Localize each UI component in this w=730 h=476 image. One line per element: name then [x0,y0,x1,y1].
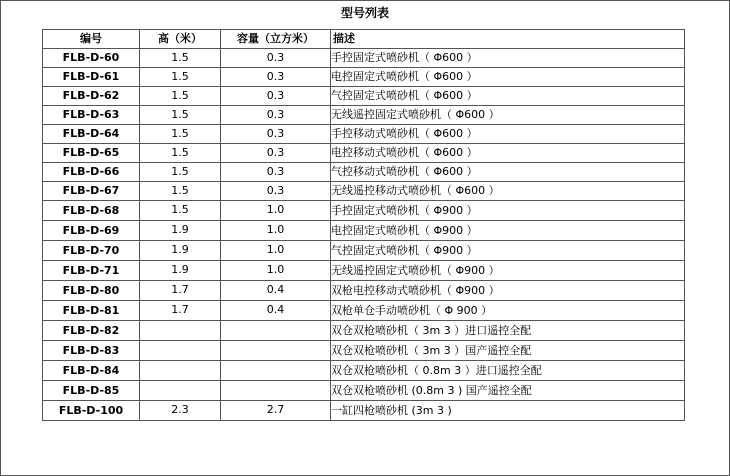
model-code: FLB-D-65 [43,144,140,163]
model-description: 气控固定式喷砂机（ Φ900 ） [331,241,685,261]
model-capacity: 1.0 [221,221,331,241]
table-row [43,68,685,87]
model-description: 无线遥控移动式喷砂机（ Φ600 ） [331,182,685,201]
model-capacity [221,381,331,401]
model-height [140,381,221,401]
table-row [43,381,685,401]
model-description: 手控移动式喷砂机（ Φ600 ） [331,125,685,144]
model-height: 2.3 [140,401,221,421]
model-code: FLB-D-69 [43,221,140,241]
model-description: 电控固定式喷砂机（ Φ600 ） [331,68,685,87]
model-description: 手控固定式喷砂机（ Φ600 ） [331,49,685,68]
model-code: FLB-D-85 [43,381,140,401]
model-capacity: 0.3 [221,144,331,163]
model-description: 无线遥控固定式喷砂机（ Φ600 ） [331,106,685,125]
model-code: FLB-D-64 [43,125,140,144]
model-code: FLB-D-68 [43,201,140,221]
table-row [43,301,685,321]
table-row [43,182,685,201]
model-height: 1.5 [140,163,221,182]
model-height: 1.9 [140,261,221,281]
model-code: FLB-D-80 [43,281,140,301]
model-code: FLB-D-60 [43,49,140,68]
page-title: 型号列表 [340,6,389,20]
model-code: FLB-D-61 [43,68,140,87]
model-capacity: 1.0 [221,201,331,221]
model-code: FLB-D-71 [43,261,140,281]
table-row [43,261,685,281]
model-description: 一缸四枪喷砂机 (3m 3 ) [331,401,685,421]
model-capacity: 0.3 [221,163,331,182]
table-row [43,221,685,241]
model-capacity: 0.3 [221,68,331,87]
model-description: 双枪电控移动式喷砂机（ Φ900 ） [331,281,685,301]
model-description: 手控固定式喷砂机（ Φ900 ） [331,201,685,221]
model-description: 电控移动式喷砂机（ Φ600 ） [331,144,685,163]
model-height: 1.5 [140,125,221,144]
model-code: FLB-D-63 [43,106,140,125]
model-code: FLB-D-62 [43,87,140,106]
model-capacity: 0.3 [221,106,331,125]
model-height: 1.5 [140,182,221,201]
table-row [43,144,685,163]
model-height: 1.5 [140,87,221,106]
header-code: 编号 [43,30,140,49]
model-code: FLB-D-100 [43,401,140,421]
model-code: FLB-D-84 [43,361,140,381]
table-row [43,281,685,301]
table-row [43,106,685,125]
model-height: 1.5 [140,106,221,125]
model-code: FLB-D-82 [43,321,140,341]
table-row [43,361,685,381]
model-capacity: 0.4 [221,281,331,301]
model-code: FLB-D-83 [43,341,140,361]
model-table [42,29,685,421]
model-description: 气控固定式喷砂机（ Φ600 ） [331,87,685,106]
model-code: FLB-D-70 [43,241,140,261]
table-row [43,341,685,361]
model-height: 1.5 [140,49,221,68]
model-description: 无线遥控固定式喷砂机（ Φ900 ） [331,261,685,281]
model-description: 双仓双枪喷砂机（ 3m 3 ）国产遥控全配 [331,341,685,361]
model-capacity [221,361,331,381]
model-height: 1.7 [140,301,221,321]
table-row [43,321,685,341]
model-height: 1.5 [140,201,221,221]
model-code: FLB-D-81 [43,301,140,321]
table-row [43,125,685,144]
model-description: 双枪单仓手动喷砂机（ Φ 900 ） [331,301,685,321]
model-code: FLB-D-66 [43,163,140,182]
model-capacity [221,321,331,341]
model-capacity: 2.7 [221,401,331,421]
model-capacity [221,341,331,361]
model-capacity: 1.0 [221,261,331,281]
model-height [140,321,221,341]
table-row [43,49,685,68]
model-height: 1.5 [140,144,221,163]
header-capacity: 容量（立方米） [221,30,331,49]
model-capacity: 0.3 [221,182,331,201]
model-description: 双仓双枪喷砂机 (0.8m 3 ) 国产遥控全配 [331,381,685,401]
model-description: 气控移动式喷砂机（ Φ600 ） [331,163,685,182]
model-code: FLB-D-67 [43,182,140,201]
model-capacity: 0.4 [221,301,331,321]
table-header-row [43,30,685,49]
model-height [140,341,221,361]
model-description: 双仓双枪喷砂机（ 0.8m 3 ）进口遥控全配 [331,361,685,381]
header-height: 高（米） [140,30,221,49]
model-height: 1.9 [140,221,221,241]
model-height: 1.9 [140,241,221,261]
table-row [43,87,685,106]
model-height [140,361,221,381]
model-capacity: 0.3 [221,125,331,144]
model-capacity: 0.3 [221,87,331,106]
table-row [43,401,685,421]
model-capacity: 1.0 [221,241,331,261]
table-row [43,201,685,221]
model-description: 双仓双枪喷砂机（ 3m 3 ）进口遥控全配 [331,321,685,341]
table-row [43,163,685,182]
model-description: 电控固定式喷砂机（ Φ900 ） [331,221,685,241]
model-height: 1.7 [140,281,221,301]
model-capacity: 0.3 [221,49,331,68]
model-height: 1.5 [140,68,221,87]
table-row [43,241,685,261]
header-description: 描述 [331,30,685,49]
